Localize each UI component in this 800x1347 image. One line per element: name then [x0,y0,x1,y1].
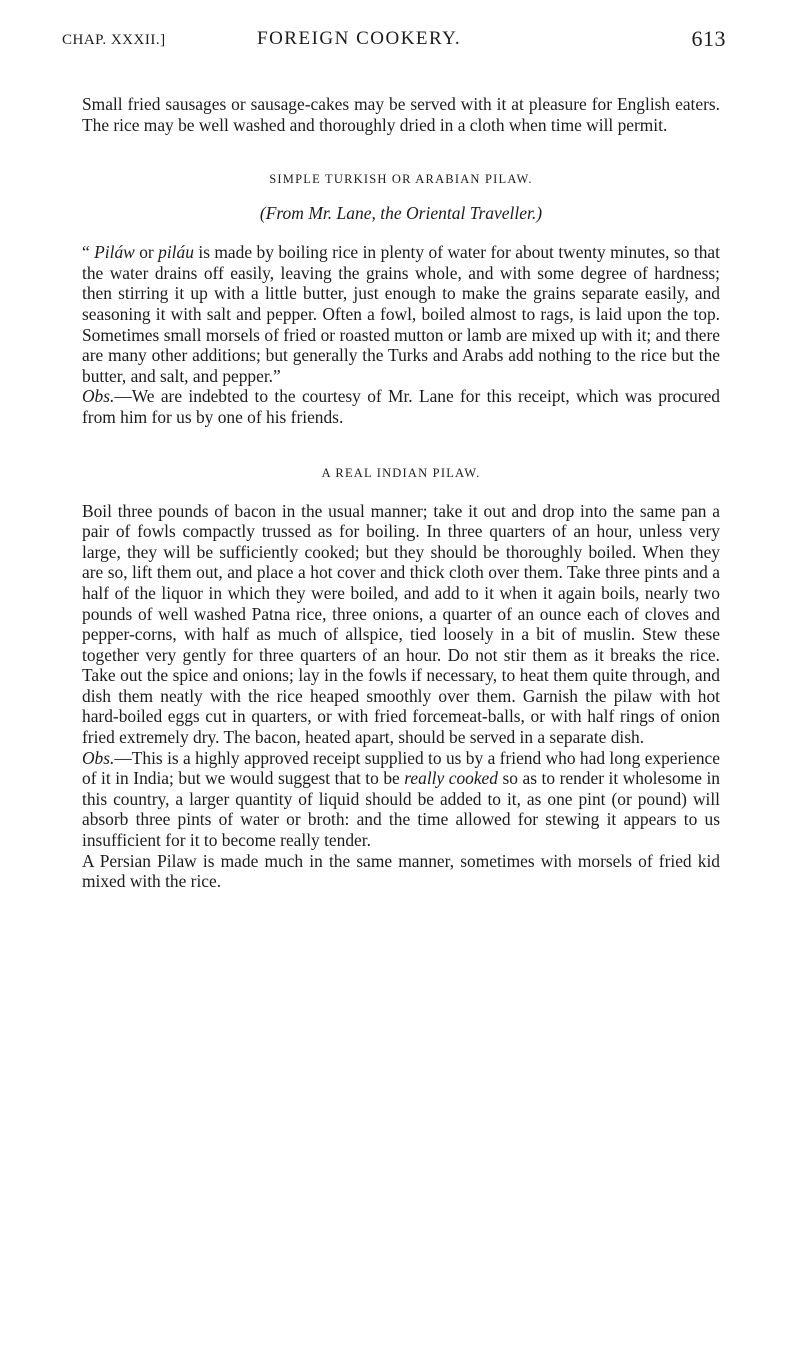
book-page [62,24,726,892]
recipe-source: (From Mr. Lane, the Oriental Traveller.) [259,203,543,224]
obs-emphasis: really cooked [404,768,498,789]
recipe-paragraph: Boil three pounds of bacon in the usual manner; take it out and drop into the same pan a pair of fowls compactly trussed as for boiling. In three quarters of an hour, unless very large, they will be sufficiently cooked; but they should be thoroughly boiled. When they are so, lift them out, and place a hot cover and thick cloth over them. Take three pints and a half of the liquor in which they were boiled, and add to it when it again boils, nearly two pounds of well washed Patna rice, three onions, a quarter of an ounce each of cloves and pepper-corns, with half as much of allspice, tied loosely in a bit of muslin. Stew these together very gently for three quarters of an hour. Do not stir them as it breaks the rice. Take out the spice and onions; lay in the fowls if necessary, to heat them quite through, and dish them neatly with the rice heaped smoothly over them. Garnish the pilaw with hot hard-boiled eggs cut in quarters, or with fried forcemeat-balls, or with half rings of onion fried extremely dry. The bacon, heated apart, should be served in a separate dish. [82,500,720,748]
obs-text: —We are indebted to the courtesy of Mr. Lane for this receipt, which was procured from him for us by one of his friends. [82,386,720,427]
obs-text-a: —This is a highly approved receipt supplied to us by a friend who had long experience of it in India; but we would suggest that to be [82,747,720,789]
quote-paragraph [82,242,720,386]
intro-paragraph: Small fried sausages or sausage-cakes may be served with it at pleasure for English eaters. The rice may be well washed and thoroughly dried in a cloth when time will permit. [82,94,720,135]
running-title: FOREIGN COOKERY. [257,28,462,49]
term-pilaw: Piláw [94,242,135,263]
obs-label: Obs. [82,386,115,407]
obs-text-b: so as to render it wholesome in this country, a larger quantity of liquid should be added to it, as one pint (or pound) will absorb three pints of water or broth: and the time allowed for stewing it appears to us insufficient for it to become really tender. [82,768,720,851]
quote-body: is made by boiling rice in plenty of water for about twenty minutes, so that the water drains off easily, leaving the grains whole, and with some degree of hardness; then stirring it up with a little butter, just enough to make the grains separate easily, and seasoning it with salt and pepper. Often a fowl, boiled almost to rags, is laid upon the top. Sometimes small morsels of fried or roasted mutton or lamb are mixed up with it; and there are many other additions; but generally the Turks and Arabs add nothing to the rice but the butter, and salt, and pepper.” [82,242,720,386]
page-number: 613 [691,26,726,51]
obs-label: Obs. [82,747,115,768]
persian-pilaw-paragraph: A Persian Pilaw is made much in the same manner, sometimes with morsels of fried kid mixed with the rice. [82,850,720,892]
observation-paragraph-1 [82,386,720,427]
section-heading-indian-pilaw: A REAL INDIAN PILAW. [321,465,481,480]
section-heading-turkish-pilaw: SIMPLE TURKISH OR ARABIAN PILAW. [269,172,533,187]
conjunction: or [134,242,159,263]
chapter-label: CHAP. XXXII.] [62,32,166,48]
term-pilau: piláu [158,242,194,263]
quote-open: “ [82,242,95,263]
running-header [62,24,726,54]
observation-paragraph-2 [82,748,720,851]
